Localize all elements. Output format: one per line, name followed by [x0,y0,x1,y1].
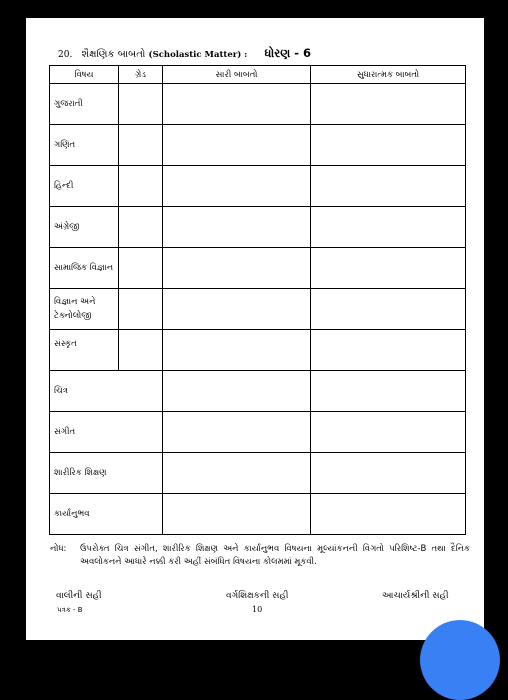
good-points-cell[interactable] [163,412,311,453]
grade-cell[interactable] [119,330,163,371]
good-points-cell[interactable] [163,248,311,289]
header-improvement-points: સુધારાત્મક બાબતો [311,66,466,84]
floating-action-button[interactable] [420,620,500,700]
grade-cell[interactable] [119,166,163,207]
improvement-cell[interactable] [311,248,466,289]
improvement-cell[interactable] [311,84,466,125]
grade-cell[interactable] [119,289,163,330]
table-row [50,412,466,453]
good-points-cell[interactable] [163,289,311,330]
improvement-cell[interactable] [311,412,466,453]
table-row [50,453,466,494]
good-points-cell[interactable] [163,330,311,371]
grade-cell[interactable] [119,84,163,125]
improvement-cell[interactable] [311,453,466,494]
improvement-cell[interactable] [311,125,466,166]
footnote-label: નોંધ: [50,544,67,554]
section-number: 20. [58,50,73,60]
improvement-cell[interactable] [311,330,466,371]
section-title: શૈક્ષણિક બાબતો [81,49,146,60]
good-points-cell[interactable] [163,166,311,207]
header-good-points: સારી બાબતો [163,66,311,84]
form-label: પત્રક - B [57,606,83,614]
subject-cell: ચિત્ર [50,371,163,412]
good-points-cell[interactable] [163,84,311,125]
grade-cell[interactable] [119,248,163,289]
subject-cell: શારીરિક શિક્ષણ [50,453,163,494]
table-row [50,207,466,248]
table-header-row [50,66,466,84]
table-row [50,330,466,371]
footnote-text: ઉપરોક્ત ચિત્ર સંગીત, શારીરિક શિક્ષણ અને કાર્યાનુભવ વિષયના મૂલ્યાંકનની વિગતો પરિશિષ્ટ-B તથા દૈનિક અવલોકનને આધારે નક્કી કરી અહીં સંબંધિત વિષયના કોલમમાં મૂકવી. [80,544,470,567]
table-row [50,289,466,330]
good-points-cell[interactable] [163,125,311,166]
grade-cell[interactable] [119,207,163,248]
table-row [50,166,466,207]
top-bar [26,0,484,18]
improvement-cell[interactable] [311,289,466,330]
subject-cell: ગુજરાતી [50,84,119,125]
principal-signature: આચાર્યશ્રીની સહી [382,591,449,601]
scholastic-table [49,65,466,535]
class-teacher-signature: વર્ગશિક્ષકની સહી [226,591,289,601]
table-row [50,371,466,412]
table-row [50,125,466,166]
header-subject: વિષય [50,66,119,84]
improvement-cell[interactable] [311,371,466,412]
table-row [50,494,466,535]
subject-cell: અંગ્રેજી [50,207,119,248]
good-points-cell[interactable] [163,494,311,535]
footnote [50,543,470,569]
section-title-english: (Scholastic Matter) : [148,50,248,60]
table-row [50,248,466,289]
subject-cell: ગણિત [50,125,119,166]
subject-cell: કાર્યાનુભવ [50,494,163,535]
subject-cell: સંસ્કૃત [50,330,119,371]
page-number: 10 [252,605,263,614]
good-points-cell[interactable] [163,371,311,412]
improvement-cell[interactable] [311,494,466,535]
subject-cell: વિજ્ઞાન અને ટેક્નોલોજી [50,289,119,330]
document-page [26,0,484,640]
good-points-cell[interactable] [163,207,311,248]
subject-cell: હિન્દી [50,166,119,207]
parent-signature: વાલીની સહી [56,591,102,601]
grade-cell[interactable] [119,125,163,166]
good-points-cell[interactable] [163,453,311,494]
standard-label: ધોરણ - 6 [264,46,312,60]
subject-cell: સામાજિક વિજ્ઞાન [50,248,119,289]
header-grade: ગ્રેડ [119,66,163,84]
improvement-cell[interactable] [311,207,466,248]
subject-cell: સંગીત [50,412,163,453]
section-heading [58,46,311,61]
table-row [50,84,466,125]
improvement-cell[interactable] [311,166,466,207]
